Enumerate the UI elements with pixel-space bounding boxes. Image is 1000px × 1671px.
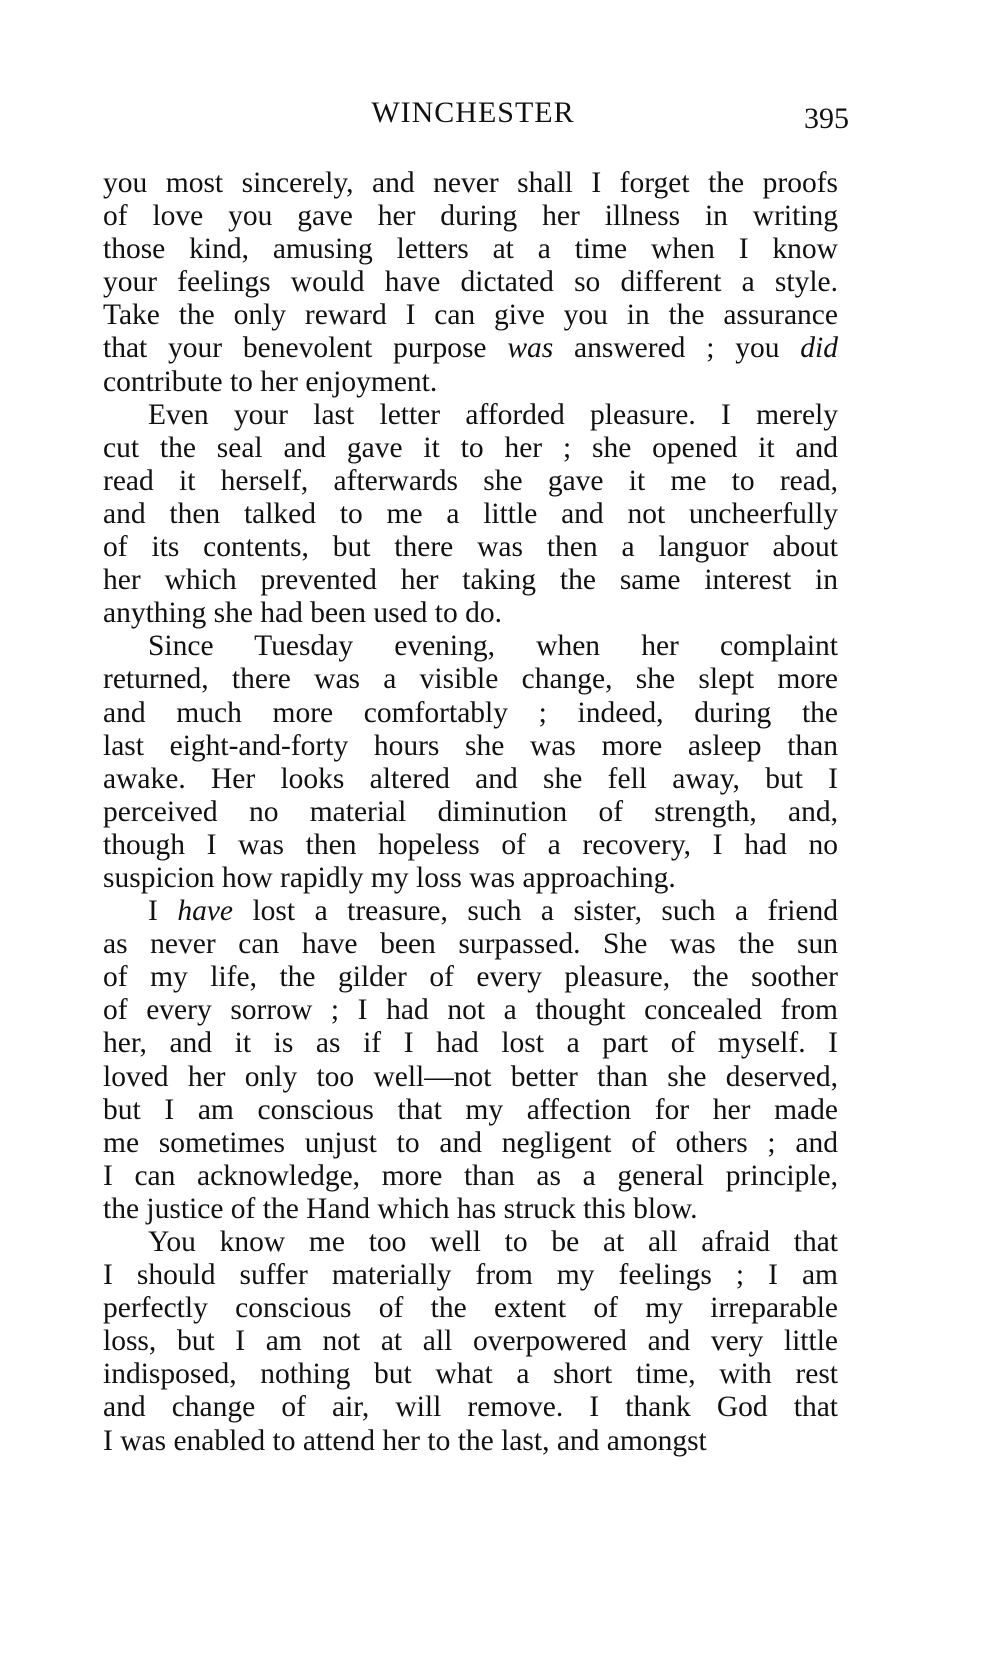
text-line: I should suffer materially from my feelings ; I am — [103, 1259, 838, 1292]
text-line: I can acknowledge, more than as a general principle, — [103, 1159, 838, 1192]
text-line: of love you gave her during her illness in writing — [103, 200, 838, 233]
page-number: 395 — [804, 102, 849, 135]
text-line: suspicion how rapidly my loss was approaching. — [103, 861, 676, 894]
text-line: and much more comfortably ; indeed, during the — [103, 696, 838, 729]
text-line: I was enabled to attend her to the last, and amongst — [103, 1424, 707, 1457]
text-line: loved her only too well—not better than she deserved, — [103, 1060, 838, 1093]
text-line: Since Tuesday evening, when her complaint — [148, 630, 838, 663]
text-line: though I was then hopeless of a recovery, I had no — [103, 828, 838, 861]
text-line: the justice of the Hand which has struck this blow. — [103, 1192, 698, 1225]
paragraph — [103, 630, 838, 895]
text-line: that your benevolent purpose was answered ; you did — [103, 332, 838, 365]
text-line: cut the seal and gave it to her ; she opened it and — [103, 431, 838, 464]
text-line: I have lost a treasure, such a sister, such a friend — [148, 895, 838, 928]
paragraph — [103, 1226, 838, 1458]
text-line: you most sincerely, and never shall I forget the proofs — [103, 167, 838, 199]
text-line: but I am conscious that my affection for her made — [103, 1093, 838, 1126]
text-line: Take the only reward I can give you in the assurance — [103, 299, 838, 332]
running-title: WINCHESTER — [371, 96, 575, 129]
text-line: Even your last letter afforded pleasure. I merely — [148, 398, 838, 431]
text-line: awake. Her looks altered and she fell away, but I — [103, 762, 838, 795]
text-line: returned, there was a visible change, she slept more — [103, 663, 838, 696]
text-line: loss, but I am not at all overpowered and very little — [103, 1325, 838, 1358]
italic-emphasis: have — [177, 895, 233, 928]
text-line: me sometimes unjust to and negligent of others ; and — [103, 1126, 838, 1159]
italic-emphasis: did — [800, 332, 838, 365]
text-line: of every sorrow ; I had not a thought concealed from — [103, 994, 838, 1027]
text-line: You know me too well to be at all afraid that — [148, 1226, 838, 1258]
text-line: anything she had been used to do. — [103, 597, 502, 630]
text-line: her, and it is as if I had lost a part of myself. I — [103, 1027, 838, 1060]
paragraph — [103, 895, 838, 1226]
text-line: of my life, the gilder of every pleasure, the soother — [103, 961, 838, 994]
text-line: of its contents, but there was then a languor about — [103, 531, 838, 564]
text-line: last eight-and-forty hours she was more asleep than — [103, 729, 838, 762]
text-line: and then talked to me a little and not uncheerfully — [103, 497, 838, 530]
text-line: perceived no material diminution of strength, and, — [103, 795, 838, 828]
paragraph — [103, 167, 838, 399]
text-line: perfectly conscious of the extent of my irreparable — [103, 1292, 838, 1325]
text-line: contribute to her enjoyment. — [103, 365, 438, 398]
text-line: read it herself, afterwards she gave it me to read, — [103, 464, 838, 497]
text-line: her which prevented her taking the same interest in — [103, 564, 838, 597]
running-head — [103, 96, 849, 136]
text-line: and change of air, will remove. I thank God that — [103, 1391, 838, 1424]
paragraph — [103, 399, 838, 631]
text-line: indisposed, nothing but what a short time, with rest — [103, 1358, 838, 1391]
text-line: those kind, amusing letters at a time when I know — [103, 233, 838, 266]
italic-emphasis: was — [507, 332, 554, 365]
text-line: as never can have been surpassed. She was the sun — [103, 928, 838, 961]
body-text — [103, 167, 838, 1458]
text-line: your feelings would have dictated so different a style. — [103, 266, 838, 299]
